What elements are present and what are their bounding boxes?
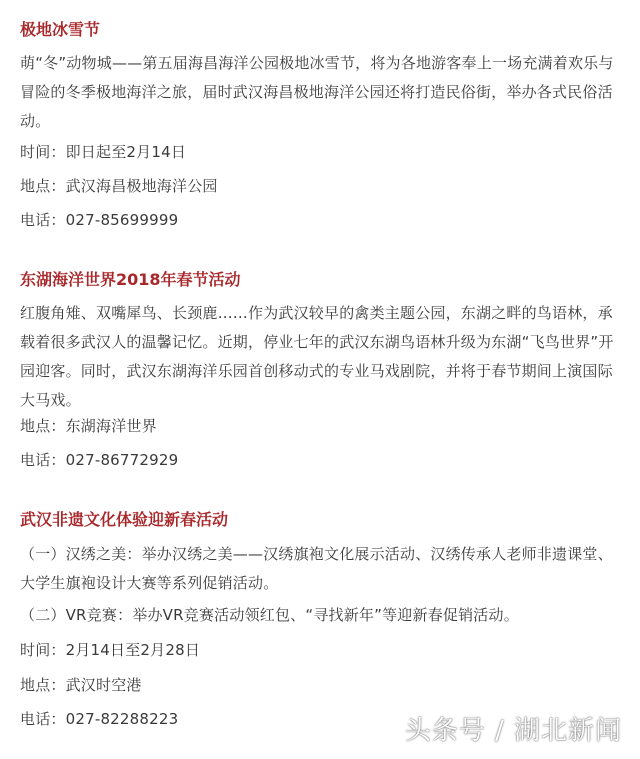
event-phone: 电话：027-86772929 (20, 451, 179, 469)
source-watermark: 头条号 / 湖北新闻 (404, 716, 622, 746)
event-place: 地点：武汉海昌极地海洋公园 (20, 177, 218, 195)
section-title-donghu-ocean-world: 东湖海洋世界2018年春节活动 (20, 270, 241, 289)
event-place: 地点：武汉时空港 (20, 676, 142, 694)
event-phone: 电话：027-85699999 (20, 211, 179, 229)
section-title-intangible-heritage: 武汉非遗文化体验迎新春活动 (20, 510, 229, 529)
activity-item-2: （二）VR竞赛：举办VR竞赛活动领红包、“寻找新年”等迎新春促销活动。 (20, 606, 519, 624)
activity-item-1: （一）汉绣之美：举办汉绣之美——汉绣旗袍文化展示活动、汉绣传承人老师非遗课堂、大学生旗袍设计大赛等系列促销活动。 (20, 545, 613, 592)
event-phone: 电话：027-82288223 (20, 710, 179, 728)
section-description: 萌“冬”动物城——第五届海昌海洋公园极地冰雪节，将为各地游客奉上一场充满着欢乐与冒险的冬季极地海洋之旅，届时武汉海昌极地海洋公园还将打造民俗街，举办各式民俗活动。 (20, 54, 614, 130)
event-place: 地点：东湖海洋世界 (20, 417, 157, 435)
section-title-polar-ice-festival: 极地冰雪节 (20, 20, 101, 39)
event-time: 时间：即日起至2月14日 (20, 143, 187, 161)
event-time: 时间：2月14日至2月28日 (20, 641, 201, 659)
section-description: 红腹角雉、双嘴犀鸟、长颈鹿……作为武汉较早的禽类主题公园，东湖之畔的鸟语林，承载着很多武汉人的温馨记忆。近期，停业七年的武汉东湖鸟语林升级为东湖“飞鸟世界”开园迎客。同时，武汉东湖海洋乐园首创移动式的专业马戏剧院，并将于春节期间上演国际大马戏。 (20, 304, 614, 409)
